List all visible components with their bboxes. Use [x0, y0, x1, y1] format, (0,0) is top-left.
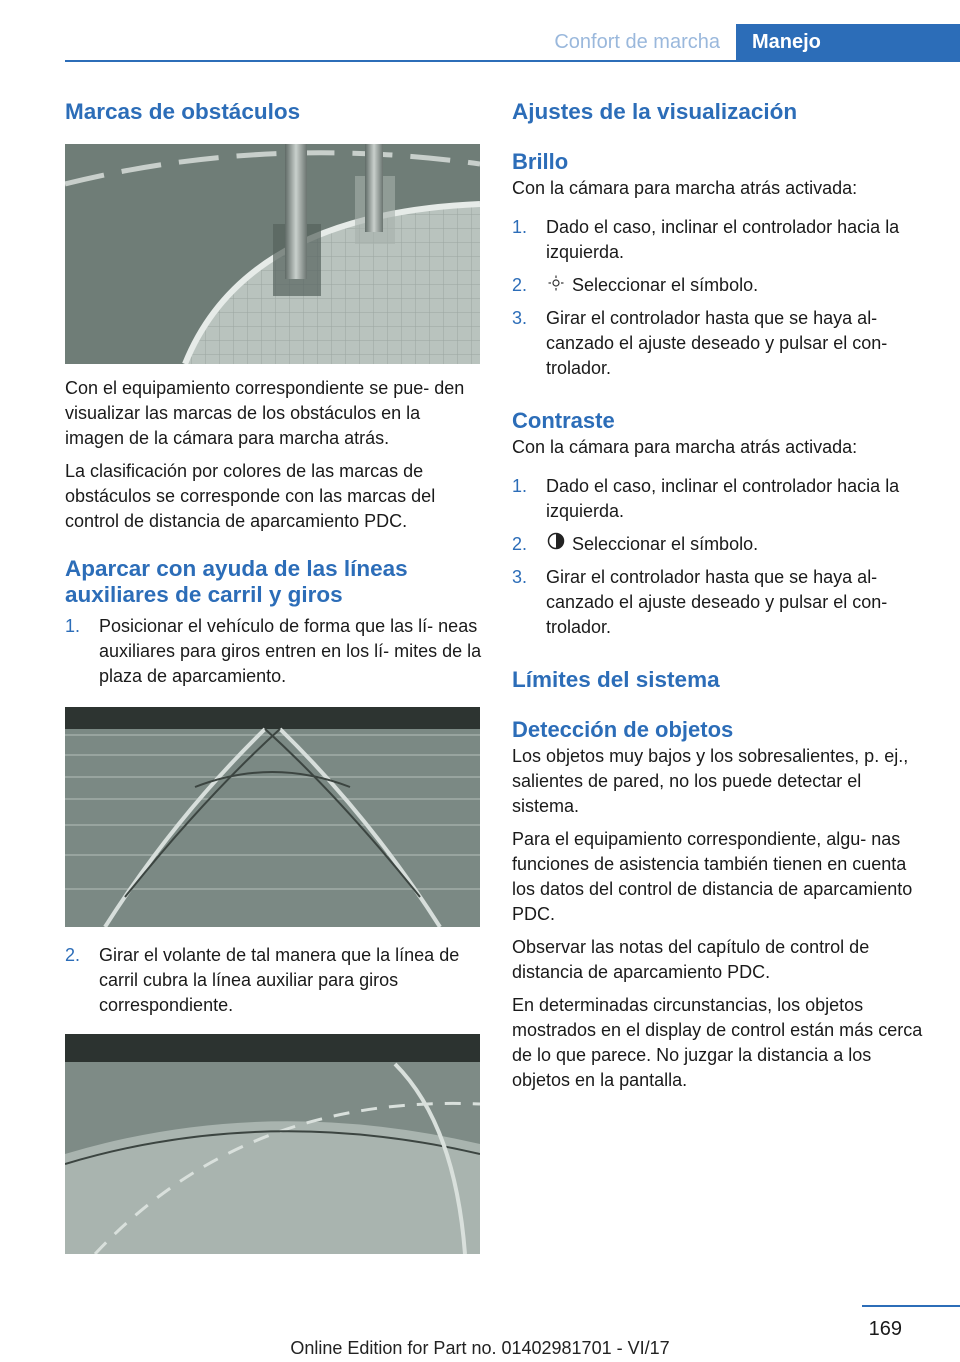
parking-step-1: [65, 614, 483, 689]
detection-paragraph-4: En determinadas circunstancias, los objetos mostrados en el display de control están más cerca de lo que parece. No juzgar la distancia a los objetos en la pantalla.: [512, 995, 923, 1090]
page-number-rule: [862, 1305, 960, 1307]
brightness-step-3: [512, 306, 930, 381]
heading-parking-lines: Aparcar con ayuda de las líneas auxiliares de carril y giros: [65, 556, 408, 607]
step-text: Dado el caso, inclinar el controlador hacia la izquierda.: [546, 476, 900, 521]
step-number: 2.: [512, 275, 528, 295]
contrast-steps: [512, 474, 930, 640]
contrast-step-1: [512, 474, 930, 524]
contrast-intro: Con la cámara para marcha atrás activada:: [512, 437, 858, 457]
brightness-step-2: [512, 273, 930, 298]
step-text: Dado el caso, inclinar el controlador hacia la izquierda.: [546, 217, 900, 262]
heading-display-settings: Ajustes de la visualización: [512, 99, 798, 124]
step-text: Seleccionar el símbolo.: [572, 275, 759, 295]
step-number: 1.: [65, 616, 81, 636]
step-text: Girar el controlador hasta que se haya al‐ canzado el ajuste deseado y pulsar el con‐ trolador.: [546, 567, 888, 637]
contrast-step-3: [512, 565, 930, 640]
step-number: 1.: [512, 476, 528, 496]
lane-line-image: [65, 1034, 480, 1254]
heading-system-limits: Límites del sistema: [512, 667, 720, 692]
step-number: 2.: [65, 945, 81, 965]
parking-steps-a: [65, 614, 483, 689]
brightness-intro: Con la cámara para marcha atrás activada:: [512, 178, 858, 198]
brightness-steps: [512, 215, 930, 381]
detection-paragraph-3: Observar las notas del capítulo de control de distancia de aparcamiento PDC.: [512, 937, 870, 982]
header-active-tab: Manejo: [736, 24, 960, 60]
header-section-tab: Confort de marcha: [554, 31, 720, 53]
obstacle-marks-image: [65, 144, 480, 364]
contrast-icon: [546, 532, 566, 557]
brightness-step-1: [512, 215, 930, 265]
parking-step-2: [65, 943, 483, 1018]
parking-steps-b: [65, 943, 483, 1018]
detection-paragraph-2: Para el equipamiento correspondiente, algu‐ nas funciones de asistencia también tienen en cuenta los datos del control de distancia de aparcamiento PDC.: [512, 829, 913, 924]
sun-icon: [546, 273, 566, 298]
step-text: Girar el volante de tal manera que la línea de carril cubra la línea auxiliar para giros correspondiente.: [99, 945, 460, 1015]
left-column: [65, 98, 483, 1254]
heading-contrast: Contraste: [512, 408, 615, 433]
heading-object-detection: Detección de objetos: [512, 717, 734, 742]
right-column: [512, 98, 930, 1093]
obstacles-paragraph-1: Con el equipamiento correspondiente se pue‐ den visualizar las marcas de los obstáculos en la imagen de la cámara para marcha atrás.: [65, 378, 465, 448]
heading-obstacle-marks: Marcas de obstáculos: [65, 99, 301, 124]
step-text: Seleccionar el símbolo.: [572, 534, 759, 554]
edition-footer: Online Edition for Part no. 01402981701 - VI/17: [290, 1338, 670, 1358]
step-number: 2.: [512, 534, 528, 554]
detection-paragraph-1: Los objetos muy bajos y los sobresalientes, p. ej., salientes de pared, no los puede detectar el sistema.: [512, 746, 909, 816]
step-number: 1.: [512, 217, 528, 237]
header-rule: [65, 60, 960, 62]
obstacles-paragraph-2: La clasificación por colores de las marcas de obstáculos se corresponde con las marcas del control de distancia de aparcamiento PDC.: [65, 461, 436, 531]
contrast-step-2: [512, 532, 930, 557]
step-number: 3.: [512, 308, 528, 328]
step-text: Girar el controlador hasta que se haya al‐ canzado el ajuste deseado y pulsar el con‐ trolador.: [546, 308, 888, 378]
heading-brightness: Brillo: [512, 149, 569, 174]
page-number: 169: [868, 1318, 902, 1340]
step-text: Posicionar el vehículo de forma que las lí‐ neas auxiliares para giros entren en los lí‐ mites de la plaza de aparcamiento.: [99, 616, 482, 686]
turning-lines-image: [65, 707, 480, 927]
step-number: 3.: [512, 567, 528, 587]
